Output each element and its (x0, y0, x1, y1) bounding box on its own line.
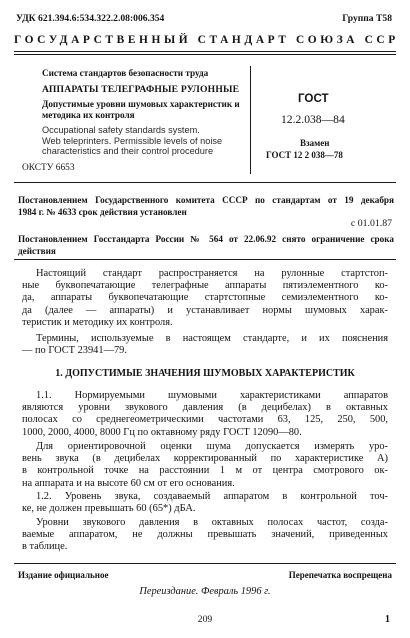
replaces-label: Взамен (300, 138, 330, 148)
subtitle-line: Допустимые уровни шумовых характеристик и (42, 99, 240, 109)
text-line: вень звука (в децибелах корректированный по характеристике А) (22, 453, 388, 465)
sheet-number: 1 (385, 614, 390, 625)
orientation-paragraph (22, 441, 388, 490)
section-heading: 1. ДОПУСТИМЫЕ ЗНАЧЕНИЯ ШУМОВЫХ ХАРАКТЕРИСТИК (55, 368, 355, 379)
reissue-note: Переиздание. Февраль 1996 г. (139, 586, 271, 597)
standard-title: ГОСУДАРСТВЕННЫЙ СТАНДАРТ СОЮЗА ССР (14, 34, 399, 46)
text-line: в таблице. (22, 541, 68, 553)
decree-line: Постановлением Госстандарта России № 564 от 22.06.92 снято ограничение срока (18, 234, 394, 244)
english-title-line: Web teleprinters. Permissible levels of noise (42, 135, 223, 146)
paragraph-1-2 (22, 491, 388, 515)
text-line: полосах со среднегеометрическими частотами 63, 125, 250, 500, (22, 414, 388, 426)
terms-paragraph (22, 333, 388, 357)
text-line: 1000, 2000, 4000, 8000 Гц по октавному ряду ГОСТ 12090—80. (22, 426, 302, 438)
paragraph-1-1 (22, 390, 388, 439)
header-rule-thin (14, 54, 396, 55)
text-line: да (далее — аппараты) и устанавливает нормы шумовых харак- (22, 304, 388, 316)
gost-label: ГОСТ (298, 92, 329, 105)
text-line: Настоящий стандарт распространяется на рулонные стартстоп- (36, 268, 388, 279)
subtitle-line: методика их контроля (42, 109, 135, 120)
gost-number: 12.2.038—84 (281, 113, 345, 126)
subtitle (42, 99, 240, 120)
decree-cancel-text (18, 234, 394, 257)
title-block-rule (14, 182, 396, 183)
udk-code: УДК 621.394.6:534.322.2.08:006.354 (16, 13, 165, 24)
text-line: ваемые аппаратом, не должны превышать значений, приведенных (22, 529, 388, 541)
text-line: — по ГОСТ 23941—79. (22, 345, 127, 357)
decree-rule (14, 259, 396, 260)
text-line: Уровни звукового давления в октавных полосах частот, созда- (36, 517, 388, 528)
text-line: на аппарата и на высоте 60 см от его основания. (22, 477, 235, 489)
decree-date: с 01.01.87 (350, 218, 392, 229)
text-line: в контрольной точке на расстоянии 1 м от центра смотрового ок- (22, 465, 388, 477)
decree-line: 1984 г. № 4633 срок действия установлен (18, 206, 187, 217)
english-title-line: characteristics and their control procedure (42, 146, 214, 157)
decree-text (18, 195, 394, 218)
main-title: АППАРАТЫ ТЕЛЕГРАФНЫЕ РУЛОННЫЕ (42, 84, 240, 95)
page-number: 209 (197, 614, 213, 625)
group-code: Группа Т58 (342, 13, 392, 24)
decree-line: действия (18, 245, 56, 256)
text-line: ные буквопечатающие телеграфные аппараты пятиэлементного ко- (22, 280, 388, 292)
intro-paragraph (22, 268, 388, 329)
text-line: 1.2. Уровень звука, создаваемый аппаратом в контрольной точ- (36, 491, 388, 502)
header-rule (14, 51, 396, 52)
text-line: 1.1. Нормируемыми шумовыми характеристиками аппаратов (36, 390, 388, 401)
text-line: являются уровни звукового давления (в децибелах) в октавных (22, 402, 388, 414)
text-line: теристик и методику их контроля. (22, 316, 173, 328)
decree-line: Постановлением Государственного комитета СССР по стандартам от 19 декабря (18, 195, 394, 205)
text-line: ке, не должен превышать 60 (65*) дБА. (22, 503, 196, 515)
title-block-divider (250, 66, 251, 174)
system-name: Система стандартов безопасности труда (42, 68, 209, 78)
official-edition: Издание официальное (18, 570, 109, 580)
english-title-line: Occupational safety standards system. (42, 125, 200, 135)
text-line: Для ориентировочной оценки шума допускается измерять уро- (36, 441, 388, 452)
footer-rule (14, 563, 396, 564)
octave-paragraph (22, 517, 388, 554)
okstu-code: ОКСТУ 6653 (22, 163, 75, 173)
reprint-forbidden: Перепечатка воспрещена (288, 570, 392, 580)
english-title (42, 125, 222, 157)
text-line: Термины, используемые в настоящем стандарте, и их пояснения (36, 333, 388, 344)
text-line: да, аппараты буквопечатающие стартстопные семиэлементного ко- (22, 292, 388, 304)
replaces-value: ГОСТ 12 2 038—78 (266, 150, 343, 160)
